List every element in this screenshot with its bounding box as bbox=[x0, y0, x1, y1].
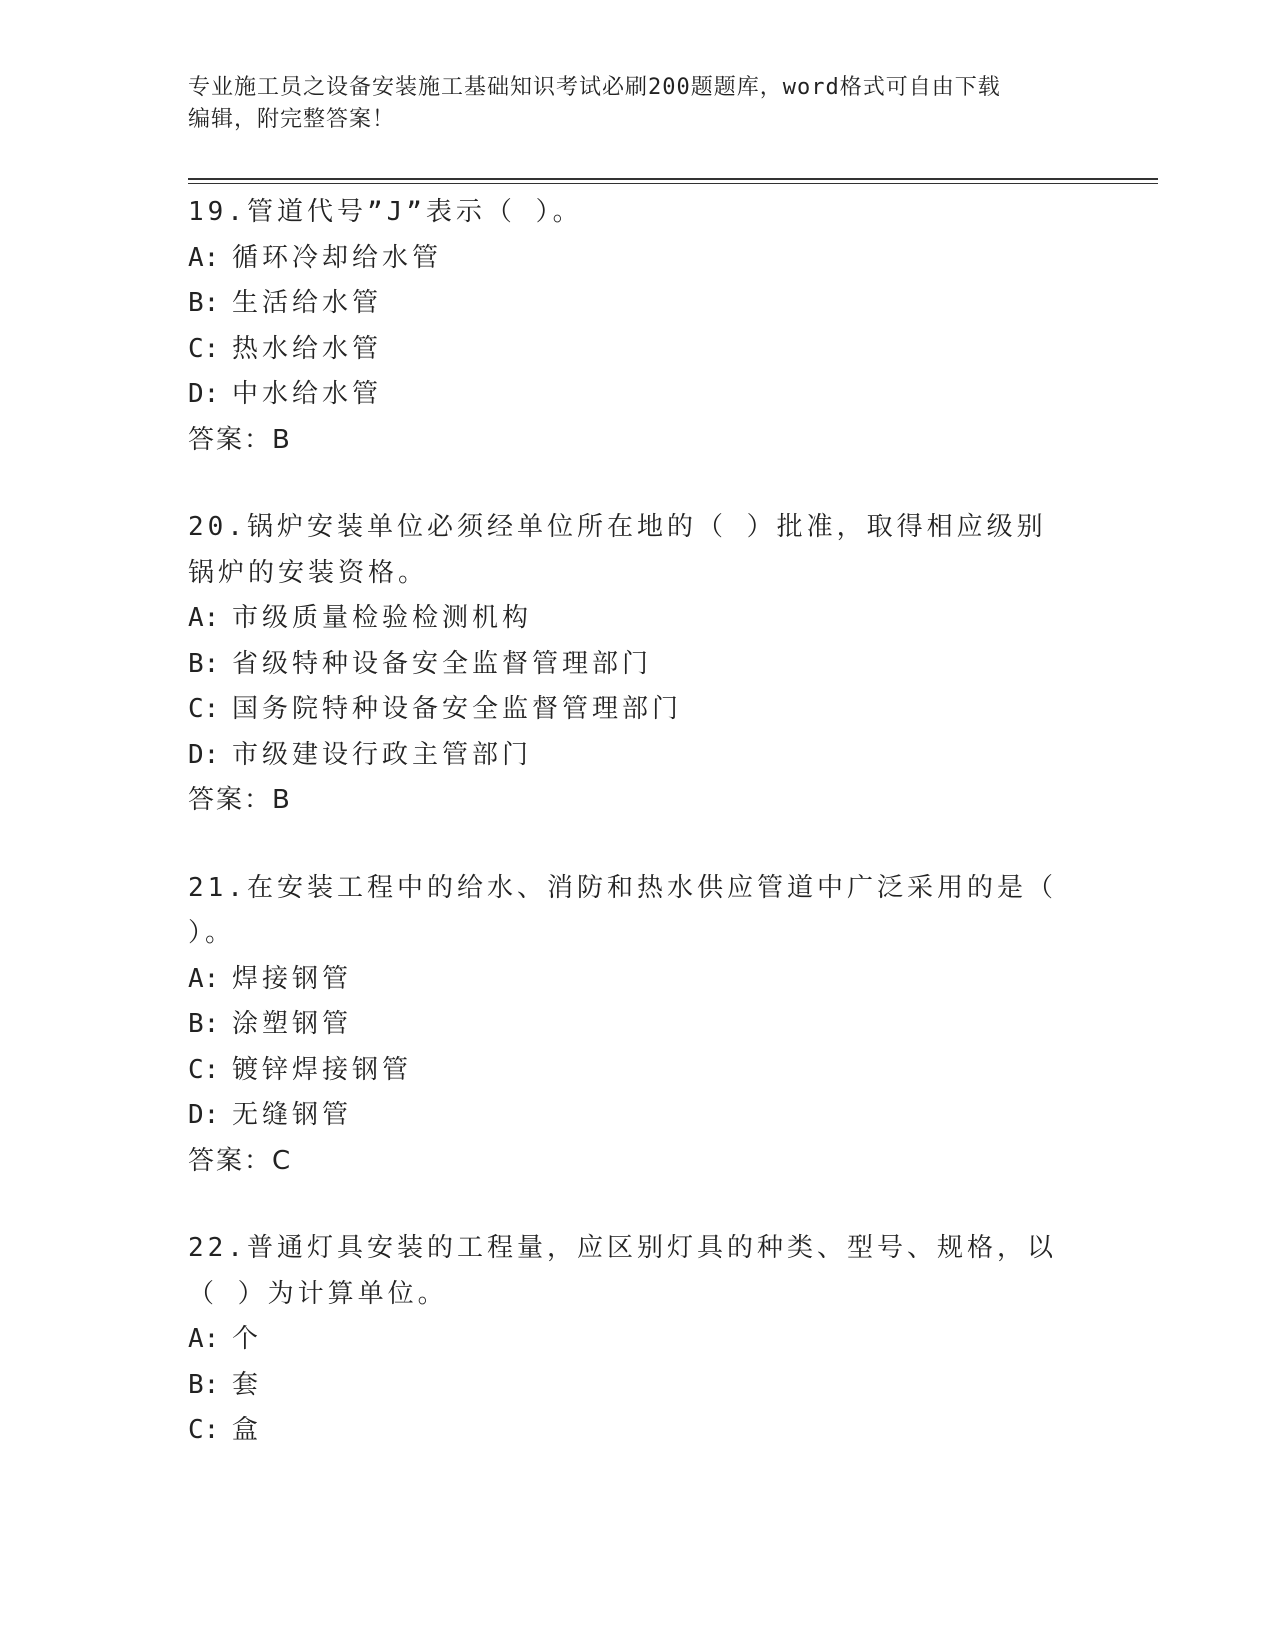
option-b bbox=[188, 642, 1068, 688]
option-key: C: bbox=[188, 694, 220, 724]
option-key: D: bbox=[188, 739, 220, 770]
option-key: B: bbox=[188, 1009, 220, 1039]
option-d bbox=[188, 1093, 1068, 1139]
answer-line: 答案：B bbox=[188, 785, 292, 815]
question-stem: 22.普通灯具安装的工程量，应区别灯具的种类、型号、规格，以（ ）为计算单位。 bbox=[188, 1233, 1057, 1309]
option-d bbox=[188, 372, 1068, 418]
option-b bbox=[188, 281, 1068, 327]
option-key: A: bbox=[188, 963, 220, 994]
option-text: 国务院特种设备安全监督管理部门 bbox=[232, 694, 683, 724]
option-text: 焊接钢管 bbox=[232, 963, 353, 994]
question-21 bbox=[188, 866, 1077, 1185]
option-text: 镀锌焊接钢管 bbox=[232, 1054, 413, 1085]
answer-line: 答案：C bbox=[188, 1145, 293, 1176]
option-b bbox=[188, 1363, 1068, 1409]
option-text: 中水给水管 bbox=[232, 379, 383, 409]
header-divider bbox=[188, 178, 1158, 180]
option-c bbox=[188, 1408, 1068, 1454]
document-header bbox=[188, 72, 1088, 136]
option-text: 市级建设行政主管部门 bbox=[232, 739, 533, 770]
option-c bbox=[188, 687, 1068, 733]
option-c bbox=[188, 1048, 1068, 1094]
option-text: 热水给水管 bbox=[232, 333, 383, 364]
option-key: A: bbox=[188, 242, 220, 273]
header-title-line-2: 编辑，附完整答案！ bbox=[188, 107, 396, 132]
option-b bbox=[188, 1002, 1068, 1048]
option-key: B: bbox=[188, 1369, 220, 1400]
option-key: C: bbox=[188, 1054, 220, 1085]
option-a bbox=[188, 596, 1068, 642]
option-key: A: bbox=[188, 603, 220, 633]
header-divider-thin bbox=[188, 183, 1158, 184]
question-list bbox=[188, 190, 1077, 1496]
option-text: 涂塑钢管 bbox=[232, 1009, 353, 1039]
option-a bbox=[188, 957, 1068, 1003]
option-key: D: bbox=[188, 379, 220, 409]
option-key: B: bbox=[188, 288, 220, 318]
option-text: 无缝钢管 bbox=[232, 1100, 353, 1130]
option-a bbox=[188, 1317, 1068, 1363]
option-text: 个 bbox=[232, 1324, 263, 1354]
option-text: 省级特种设备安全监督管理部门 bbox=[232, 648, 653, 679]
question-stem: 19.管道代号”J”表示（ ）。 bbox=[188, 197, 583, 227]
option-d bbox=[188, 733, 1068, 779]
question-stem: 20.锅炉安装单位必须经单位所在地的（ ）批准，取得相应级别锅炉的安装资格。 bbox=[188, 512, 1047, 588]
option-key: D: bbox=[188, 1100, 220, 1130]
option-a bbox=[188, 236, 1068, 282]
option-c bbox=[188, 327, 1068, 373]
option-key: C: bbox=[188, 1415, 220, 1445]
option-key: A: bbox=[188, 1324, 220, 1354]
option-text: 套 bbox=[232, 1369, 263, 1400]
answer-line: 答案：B bbox=[188, 424, 292, 455]
option-text: 盒 bbox=[232, 1415, 263, 1445]
question-stem: 21.在安装工程中的给水、消防和热水供应管道中广泛采用的是（ ）。 bbox=[188, 872, 1077, 948]
option-key: B: bbox=[188, 648, 220, 679]
option-text: 生活给水管 bbox=[232, 288, 383, 318]
header-title-line-1: 专业施工员之设备安装施工基础知识考试必刷200题题库，word格式可自由下载 bbox=[188, 75, 1001, 100]
option-key: C: bbox=[188, 333, 220, 364]
option-text: 循环冷却给水管 bbox=[232, 242, 443, 273]
question-22 bbox=[188, 1226, 1068, 1454]
question-20 bbox=[188, 505, 1068, 824]
option-text: 市级质量检验检测机构 bbox=[232, 603, 533, 633]
question-19 bbox=[188, 190, 1068, 463]
